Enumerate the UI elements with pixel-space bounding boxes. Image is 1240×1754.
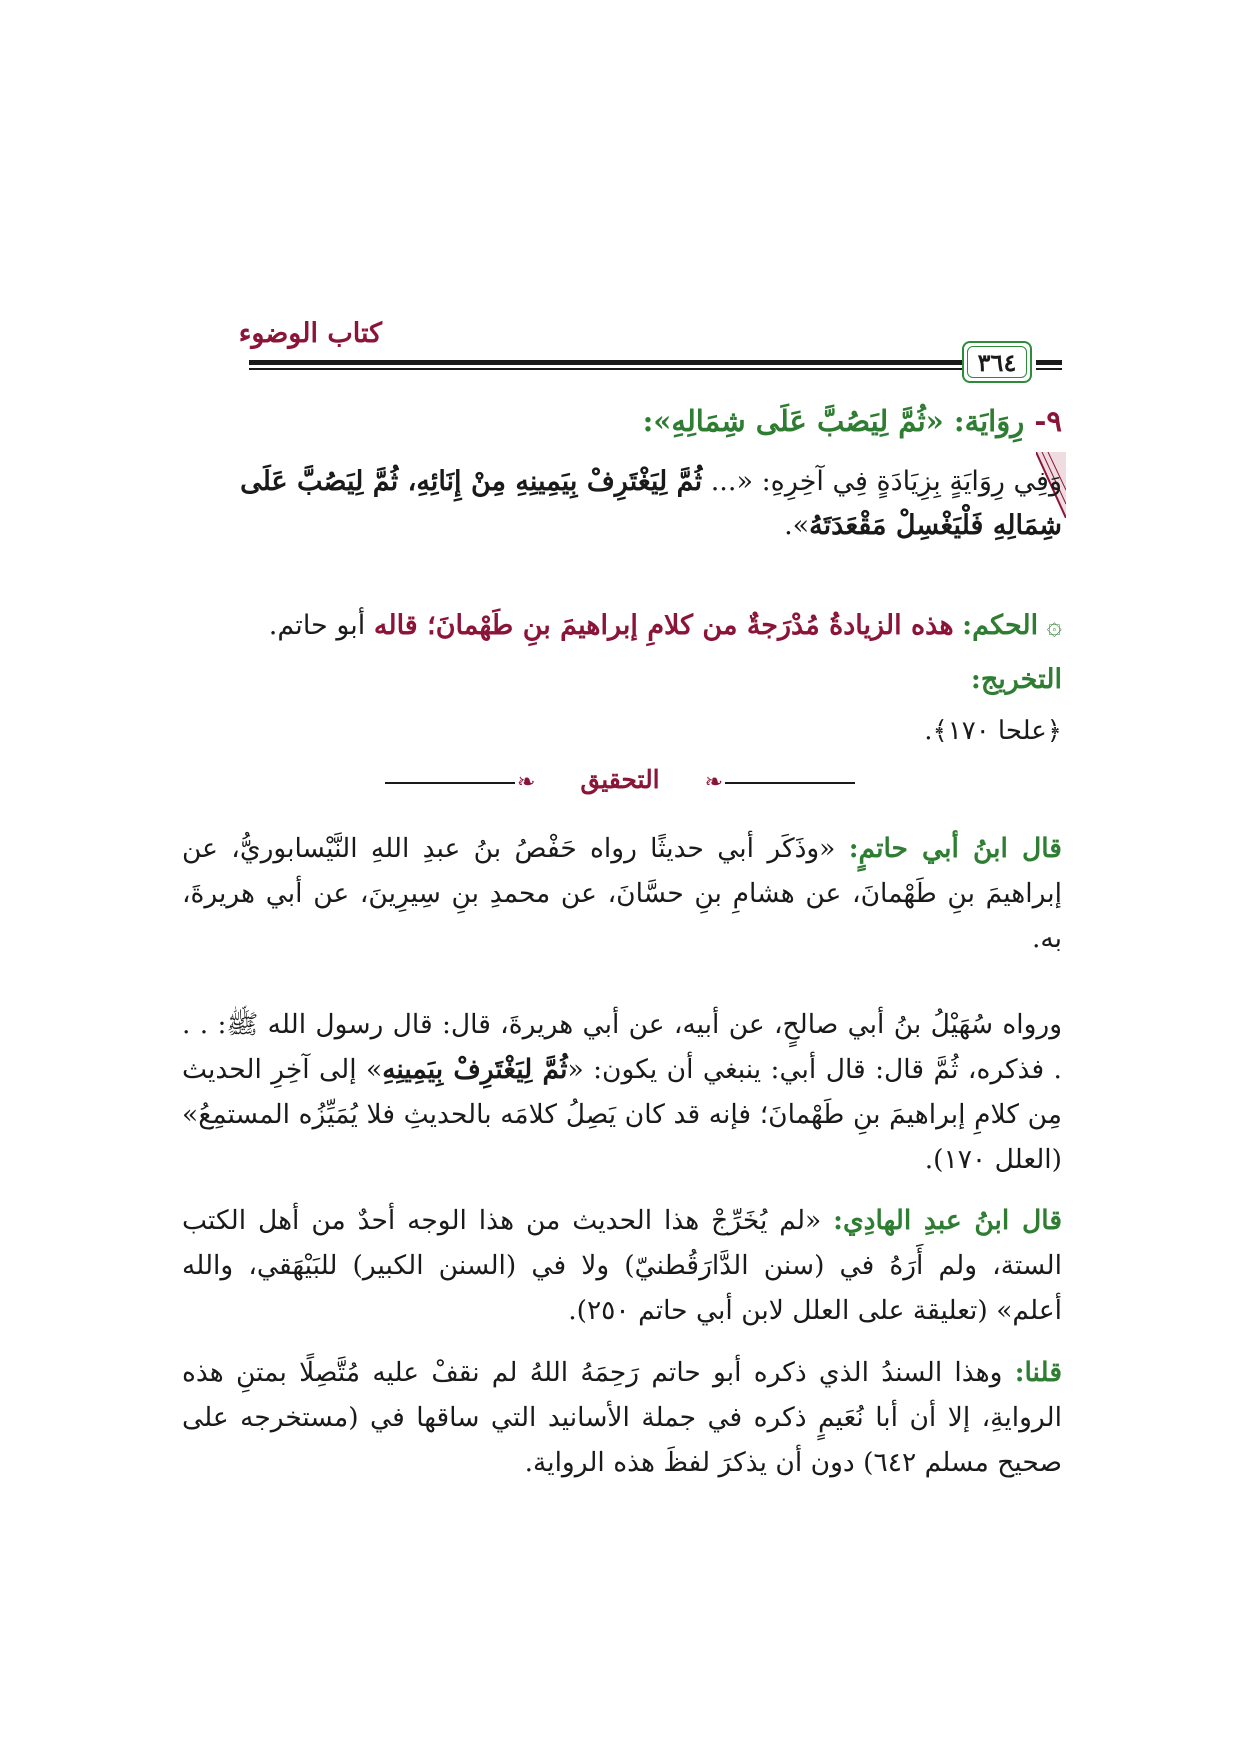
divider-ornament-right-icon: ❧ [704,770,723,795]
paragraph-ibn-abi-hatim [182,826,1062,961]
section-divider [385,765,855,795]
header-rule [249,360,987,365]
speaker-ibn-abi-hatim: قال ابنُ أبي حاتمٍ: [848,833,1062,864]
header-rule-right [1036,360,1062,365]
paragraph-ibn-abd-alhadi [182,1198,1062,1333]
ruling-label: الحكم: [962,610,1039,641]
divider-title: التحقيق [580,765,660,794]
speaker-qulna: قلنا: [1014,1357,1062,1388]
quoted-bold: ثُمَّ لِيَغْتَرِفْ بِيَمِينِهِ [382,1054,568,1085]
paragraph-text: ورواه سُهَيْلُ بنُ أبي صالحٍ، عن أبيه، عن أبي هريرةَ، قال: قال رسول الله ﷺ: . . . فذكره، ثُمَّ قال: قال أبي: ينبغي أن يكون: « [182,1009,1062,1085]
ruling-line [182,610,1062,641]
paragraph-suhail [182,1002,1062,1182]
section-title: رِوَايَة: «ثُمَّ لِيَصُبَّ عَلَى شِمَالِهِ»: [642,404,1025,438]
paragraph-text: وهذا السندُ الذي ذكره أبو حاتم رَحِمَهُ اللهُ لم نقفْ عليه مُتَّصِلًا بمتنِ هذه الروايةِ، إلا أن أبا نُعَيمٍ ذكره في جملة الأسانيد التي ساقها في (مستخرجه على صحيح مسلم ٦٤٢) دون أن يذكرَ لفظَ هذه الرواية. [182,1357,1062,1478]
divider-ornament-left-icon: ❧ [517,770,536,795]
paragraph-text: «لم يُخَرِّجْ هذا الحديث من هذا الوجه أحدٌ من أهل الكتب الستة، ولم أَرَهُ في (سنن الدَّارَقُطنيّ) ولا في (السنن الكبير) للبَيْهَقي، والله أعلم» (تعليقة على العلل لابن أبي حاتم ٢٥٠). [182,1205,1062,1326]
divider-line-right [725,782,855,784]
page-number-frame [962,341,1032,383]
hadith-end: ». [784,510,810,541]
ruling-text: هذه الزيادةُ مُدْرَجةٌ من كلامِ إبراهيمَ بنِ طَهْمانَ؛ قاله [373,610,954,641]
paragraph-text: «وذَكَر أبي حديثًا رواه حَفْصُ بنُ عبدِ اللهِ النَّيْسابوريُّ، عن إبراهيمَ بنِ طَهْمانَ، عن هشامِ بنِ حسَّانَ، عن محمدِ بنِ سِيرِينَ، عن أبي هريرةَ، به. [182,833,1062,954]
takhrij-label: التخريج: [970,664,1062,695]
takhrij-reference: ﴿علحا ١٧٠﴾. [924,716,1062,746]
hadith-text [182,460,1062,548]
page-number: ٣٦٤ [977,347,1017,377]
hadith-bold: ثُمَّ لِيَغْتَرِفْ بِيَمِينِهِ مِنْ إِنَائِهِ، ثُمَّ لِيَصُبَّ عَلَى شِمَالِهِ فَلْيَغْسِلْ مَقْعَدَتَهُ [240,466,1062,541]
ruling-ornament-icon: ۞ [1046,611,1062,641]
header-rule-right-thin [1036,368,1062,370]
speaker-ibn-abd-alhadi: قال ابنُ عبدِ الهادِي: [833,1205,1062,1236]
hadith-intro: وَفِي رِوَايَةٍ بِزِيَادَةٍ فِي آخِرِهِ: «... [702,466,1062,497]
ruling-attribution: أبو حاتم. [268,610,366,641]
section-heading [242,404,1062,438]
paragraph-qulna [182,1350,1062,1485]
section-number: ٩- [1034,404,1062,438]
paragraph-text: » إلى آخِرِ الحديث مِن كلامِ إبراهيمَ بنِ طَهْمانَ؛ فإنه قد كان يَصِلُ كلامَه بالحديثِ فلا يُمَيِّزُه المستمِعُ» (العلل ١٧٠). [182,1054,1062,1175]
header-rule-thin [249,368,987,370]
book-title: كتاب الوضوء [238,318,382,349]
